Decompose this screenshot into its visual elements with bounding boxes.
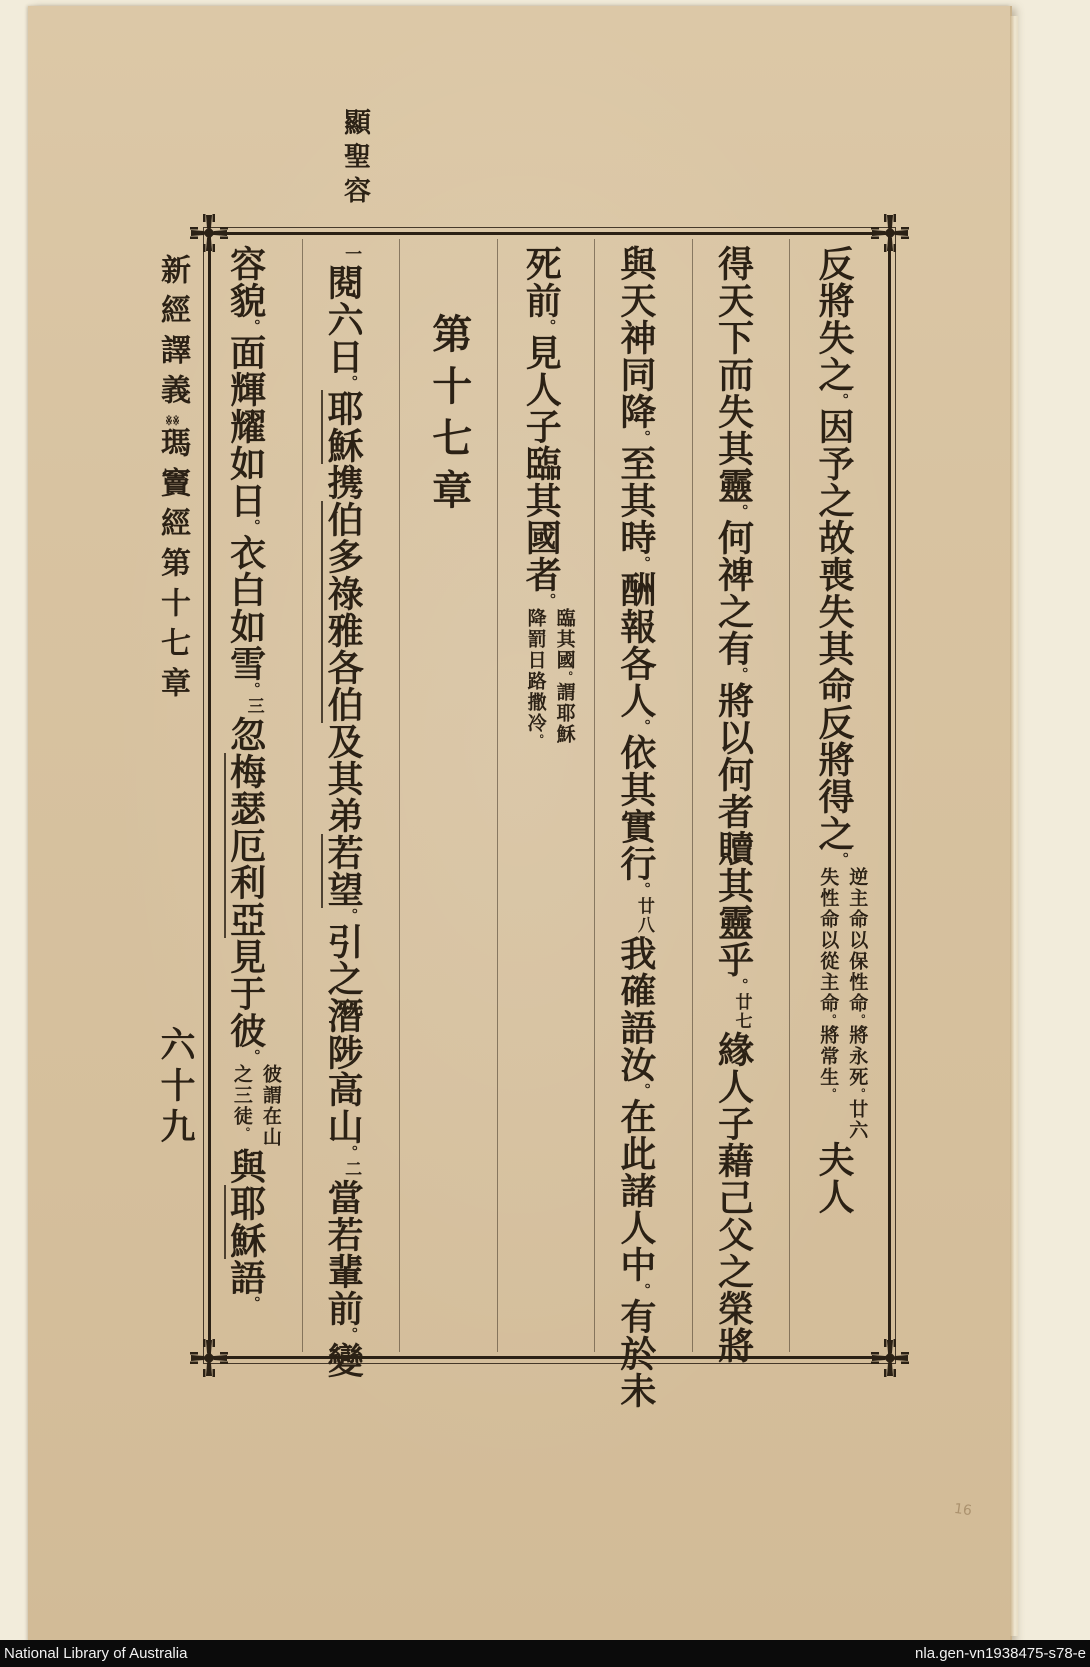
book-title xyxy=(150,254,194,707)
book-title-main: 新經譯義 xyxy=(156,254,189,414)
footer-bar xyxy=(0,1640,1090,1667)
text-column-2: 得天下而失其靈。何禆之有。將以何者贖其靈乎。$^{廿七}$緣人子藉己父之榮將 xyxy=(713,245,754,1364)
pencil-mark: 16 xyxy=(952,1500,973,1520)
book-title-sub: 瑪竇經第十七章 xyxy=(156,427,189,707)
text-column-1: 反將失之。因予之故喪失其命反將得之。 逆主命以保性命。將永死。廿六 失性命以從主命。將常生。 夫人 xyxy=(791,235,888,1356)
interlinear-note: 彼謂在山 之三徒。 xyxy=(230,1064,281,1148)
text-column-3: 與天神同降。至其時。酬報各人。依其實行。$^{廿八}$我確語汝。在此諸人中。有於未 xyxy=(615,245,656,1409)
page-number: 六十九 xyxy=(156,1026,195,1149)
interlinear-note: 逆主命以保性命。將永死。廿六 失性命以從主命。將常生。 xyxy=(817,867,868,1141)
interlinear-note: 臨其國。謂耶穌 降罰日路撒冷。 xyxy=(524,608,575,745)
text-column-4: 死前。見人子臨其國者。 臨其國。謂耶穌 降罰日路撒冷。 xyxy=(498,235,595,1356)
scanned-page xyxy=(28,6,1010,1642)
text-column-6: $^一$閱六日。耶穌携伯多祿雅各伯及其弟若望。引之潛陟高山。$^二$當若輩前。變 xyxy=(323,245,364,1379)
catalogue-id-label: nla.gen-vn1938475-s78-e xyxy=(915,1645,1086,1662)
margin-note: 顯聖容 xyxy=(340,108,370,210)
chapter-heading-column: 第十七章 xyxy=(426,313,472,521)
text-column-7: 容貌。面輝耀如日。衣白如雪。$^三$忽梅瑟厄利亞見于彼。 彼謂在山 之三徒。 與耶穌語。 xyxy=(206,235,303,1356)
text-frame xyxy=(208,232,891,1409)
title-separator-mark: ※※ xyxy=(165,414,180,427)
library-credit-label: National Library of Australia xyxy=(4,1645,188,1662)
